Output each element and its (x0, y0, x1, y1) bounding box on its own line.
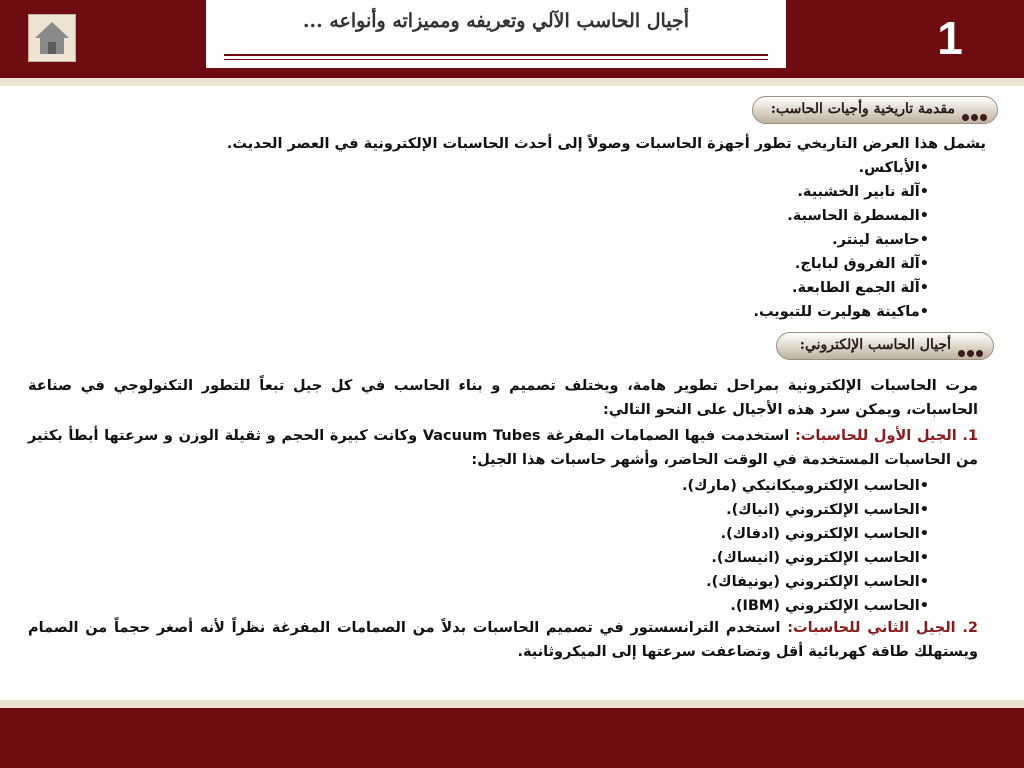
list-item: •المسطرة الحاسبة. (787, 208, 929, 224)
generation-2-label: 2. الجيل الثاني للحاسبات: (787, 620, 978, 636)
list-item: •الحاسب الإلكتروني (انياك). (726, 502, 929, 518)
list-item: •حاسبة لينتر. (832, 232, 929, 248)
section2-intro: مرت الحاسبات الإلكترونية بمراحل تطوير هامة، ويختلف تصميم و بناء الحاسب في كل جيل تبعاً للتطور التكنولوجي في صناعة الحاسبات، ويمكن سرد هذه الأجيال على النحو التالي: (28, 378, 978, 418)
generation-1-paragraph (28, 424, 978, 472)
generation-1-text: استخدمت فيها الصمامات المفرغة Vacuum Tubes وكانت كبيرة الحجم و ثقيلة الوزن و سرعتها أبطأ بكثير من الحاسبات المستخدمة في الوقت الحاضر، وأشهر حاسبات هذا الجيل: (28, 428, 978, 468)
home-icon (33, 19, 71, 57)
section1-intro: يشمل هذا العرض التاريخي تطور أجهزة الحاسبات وصولاً إلى أحدث الحاسبات الإلكترونية في العصر الحديث. (226, 136, 986, 152)
generation-1-label: 1. الجيل الأول للحاسبات: (794, 428, 978, 444)
slide-number: 1 (937, 12, 963, 64)
home-button[interactable] (28, 14, 76, 62)
section-heading-label: مقدمة تاريخية وأجيات الحاسب: (770, 101, 955, 117)
bottom-bar (0, 708, 1024, 768)
list-item: •الأباكس. (858, 160, 929, 176)
title-banner (206, 0, 786, 68)
list-item: •الحاسب الإلكتروني (يونيفاك). (706, 574, 929, 590)
section-heading-history (752, 96, 998, 124)
section-heading-generations (776, 332, 994, 360)
generation-2-paragraph (28, 616, 978, 664)
section-heading-label: أجيال الحاسب الإلكتروني: (799, 337, 951, 353)
list-item: •ماكينة هوليرت للتبويب. (753, 304, 929, 320)
page-title: أجيال الحاسب الآلي وتعريفه ومميزاته وأنواعه ... (302, 10, 690, 32)
bullet-dots-icon (956, 342, 983, 361)
bullet-dots-icon (960, 106, 987, 125)
list-item: •الحاسب الإلكتروني (ادفاك). (720, 526, 929, 542)
list-item: •الحاسب الإلكتروني (IBM). (730, 598, 929, 614)
title-underline-thin (224, 59, 768, 60)
bottom-divider-strip (0, 700, 1024, 708)
list-item: •آلة الجمع الطابعة. (792, 280, 929, 296)
list-item: •آلة نابير الخشبية. (797, 184, 929, 200)
list-item: •آلة الفروق لباباج. (794, 256, 929, 272)
generation-2-text: استخدم الترانسستور في تصميم الحاسبات بدلاً من الصمامات المفرغة نظراً لأنه أصغر حجماً من الصمام ويستهلك طاقة كهربائية أقل وتضاعفت سرعتها إلى الميكروثانية. (28, 620, 978, 660)
list-item: •الحاسب الإلكتروميكانيكي (مارك). (682, 478, 929, 494)
title-underline (224, 54, 768, 56)
list-item: •الحاسب الإلكتروني (انيساك). (711, 550, 929, 566)
top-divider-strip (0, 78, 1024, 86)
